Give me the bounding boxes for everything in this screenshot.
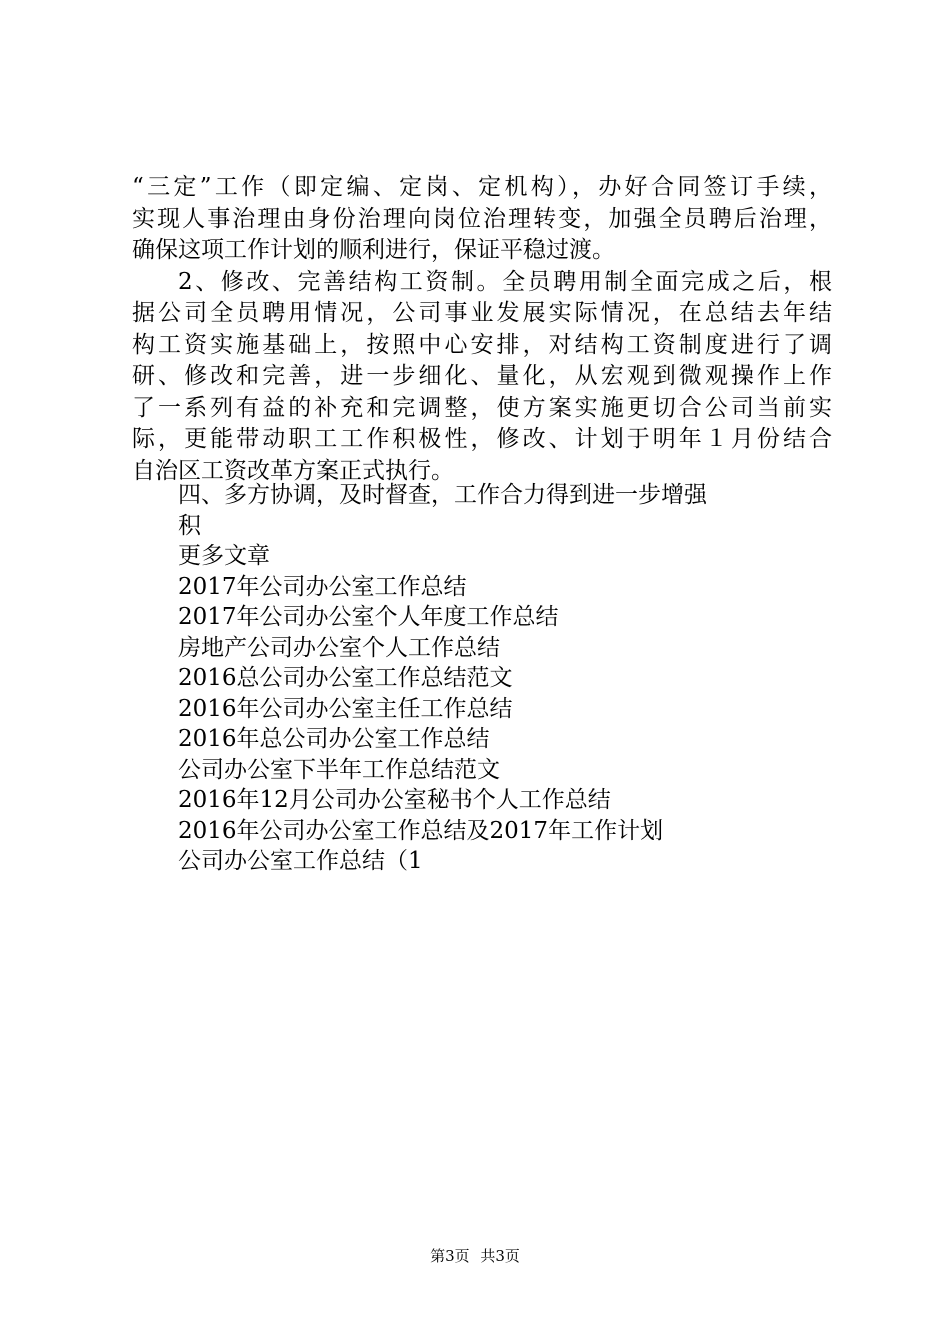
article-link[interactable]: 2016年12月公司办公室秘书个人工作总结 (178, 787, 611, 813)
section-heading: 四、多方协调，及时督查，工作合力得到进一步增强 (178, 482, 707, 508)
paragraph-line: 实现人事治理由身份治理向岗位治理转变，加强全员聘后治理， (132, 205, 832, 232)
article-link[interactable]: 2016总公司办公室工作总结范文 (178, 665, 513, 691)
paragraph-line: 2、修改、完善结构工资制。全员聘用制全面完成之后，根 (178, 268, 832, 295)
paragraph-line: 构工资实施基础上，按照中心安排，对结构工资制度进行了调 (132, 331, 832, 358)
text-fragment: 积 (178, 512, 201, 539)
paragraph-line: 确保这项工作计划的顺利进行，保证平稳过渡。 (132, 237, 615, 263)
paragraph-line: “三定”工作（即定编、定岗、定机构），办好合同签订手续， (132, 174, 832, 200)
article-link[interactable]: 2017年公司办公室个人年度工作总结 (178, 604, 559, 630)
article-link[interactable]: 公司办公室工作总结（1 (178, 848, 423, 874)
article-link[interactable]: 2016年总公司办公室工作总结 (178, 726, 490, 752)
article-link[interactable]: 公司办公室下半年工作总结范文 (178, 756, 500, 783)
page-number: 第3页 (430, 1247, 470, 1265)
article-link[interactable]: 2016年公司办公室主任工作总结 (178, 695, 513, 722)
more-articles-heading: 更多文章 (178, 543, 270, 569)
body-paragraphs (132, 172, 832, 487)
total-pages: 共3页 (480, 1247, 520, 1265)
paragraph-line: 据公司全员聘用情况，公司事业发展实际情况，在总结去年结 (132, 300, 832, 326)
paragraph-line: 自治区工资改革方案正式执行。 (132, 457, 454, 484)
paragraph-line: 研、修改和完善，进一步细化、量化，从宏观到微观操作上作 (132, 363, 832, 389)
article-link[interactable]: 2017年公司办公室工作总结 (178, 573, 467, 600)
paragraph-line: 了一系列有益的补充和完调整，使方案实施更切合公司当前实 (132, 394, 832, 421)
paragraph-line: 际，更能带动职工工作积极性，修改、计划于明年１月份结合 (132, 426, 832, 452)
article-link[interactable]: 2016年公司办公室工作总结及2017年工作计划 (178, 817, 664, 844)
article-link[interactable]: 房地产公司办公室个人工作总结 (178, 634, 500, 661)
page-footer (0, 1246, 950, 1266)
article-list (178, 480, 707, 877)
